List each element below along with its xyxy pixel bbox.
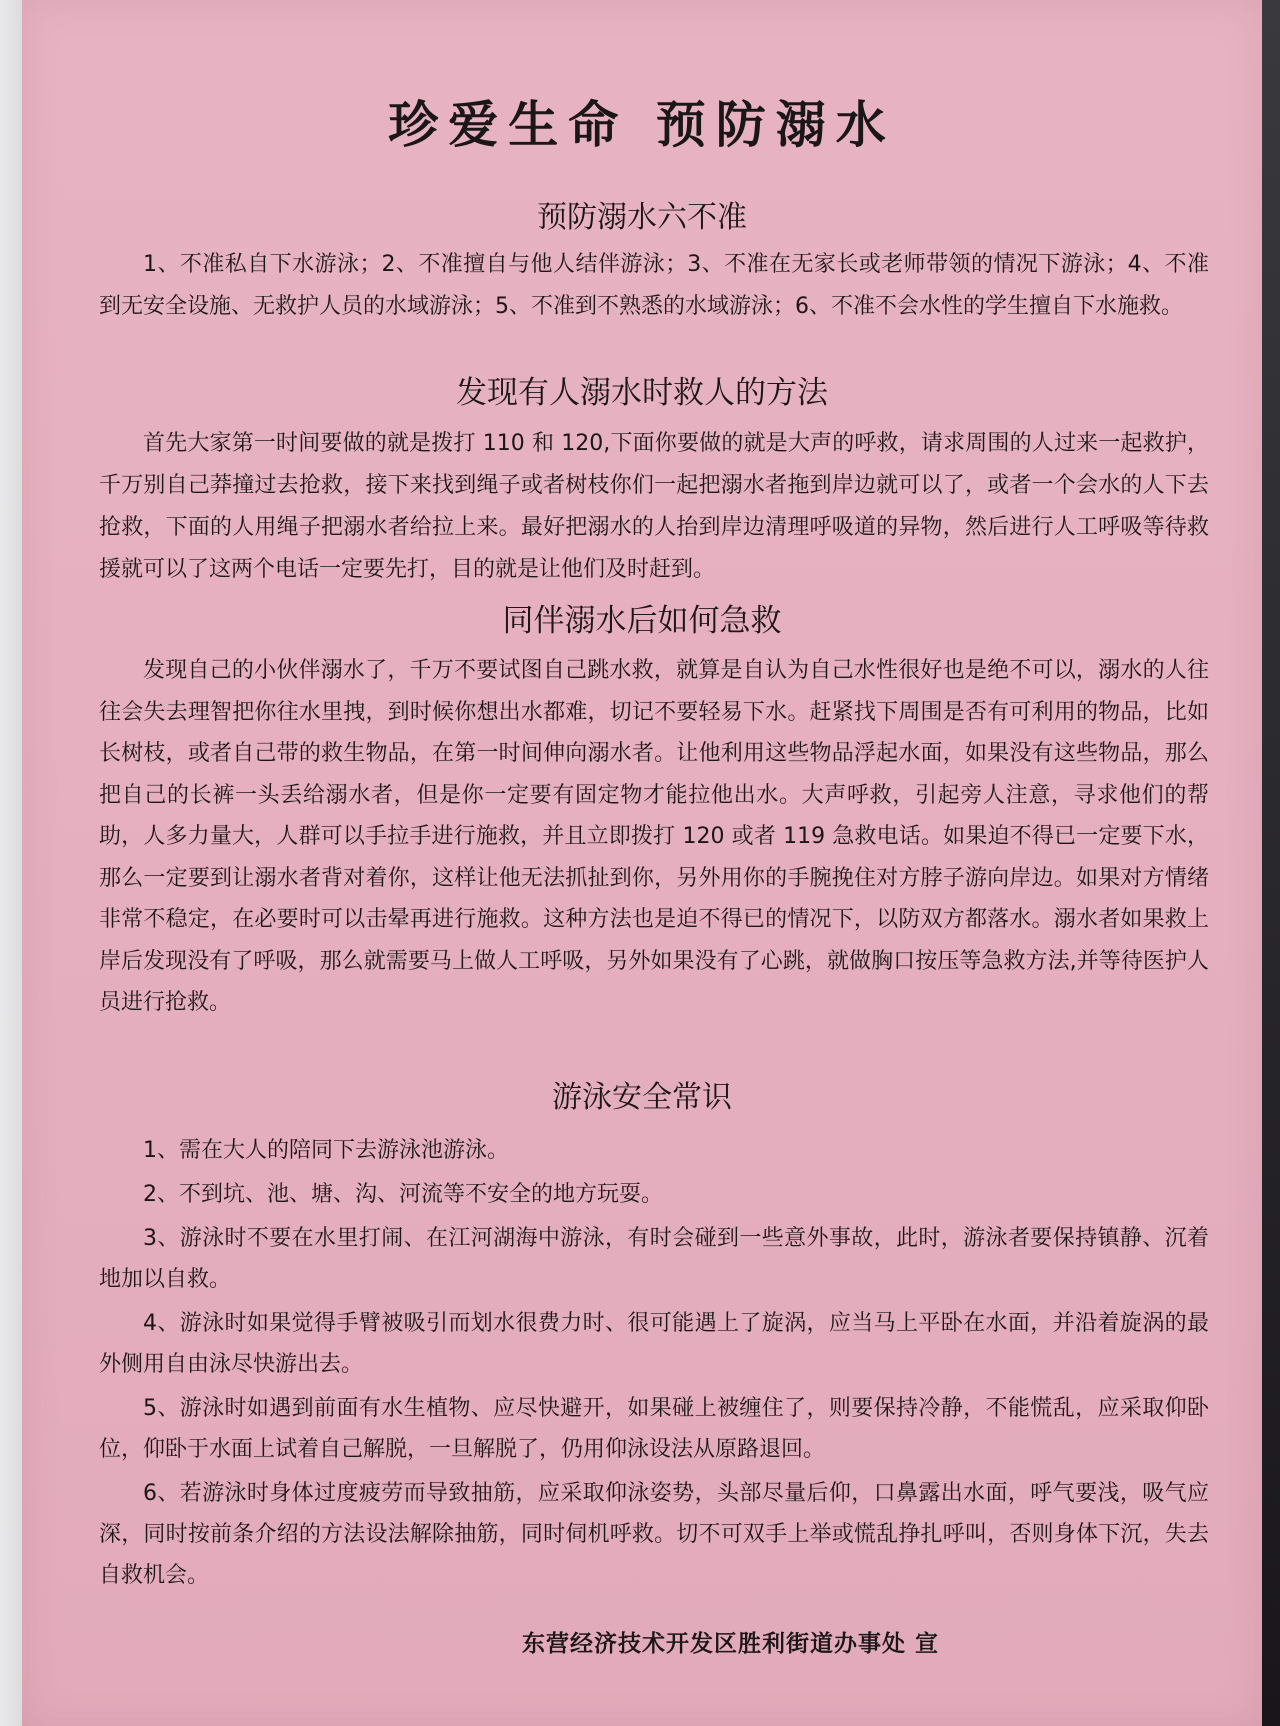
section-heading-six-prohibitions: 预防溺水六不准 <box>537 200 747 235</box>
notice-sheet <box>22 0 1262 1726</box>
section-body-companion-first-aid: 发现自己的小伙伴溺水了，千万不要试图自己跳水救，就算是自认为自己水性很好也是绝不可以，溺水的人往往会失去理智把你往水里拽，到时候你想出水都难，切记不要轻易下水。赶紧找下周围是否有可利用的物品，比如长树枝，或者自己带的救生物品，在第一时间伸向溺水者。让他利用这些物品浮起水面，如果没有这些物品，那么把自己的长裤一头丢给溺水者，但是你一定要有固定物才能拉他出水。大声呼救，引起旁人注意，寻求他们的帮助，人多力量大，人群可以手拉手进行施救，并且立即拨打 120 或者 119 急救电话。如果迫不得已一定要下水，那么一定要到让溺水者背对着你，这样让他无法抓扯到你，另外用你的手腕挽住对方脖子游向岸边。如果对方情绪非常不稳定，在必要时可以击晕再进行施救。这种方法也是迫不得已的情况下，以防双方都落水。溺水者如果救上岸后发现没有了呼吸，那么就需要马上做人工呼吸，另外如果没有了心跳，就做胸口按压等急救方法,并等待医护人员进行抢救。 <box>99 658 1209 1015</box>
list-item: 4、游泳时如果觉得手臂被吸引而划水很费力时、很可能遇上了旋涡，应当马上平卧在水面，并沿着旋涡的最外侧用自由泳尽快游出去。 <box>99 1311 1209 1377</box>
list-item: 5、游泳时如遇到前面有水生植物、应尽快避开，如果碰上被缠住了，则要保持冷静，不能慌乱，应采取仰卧位，仰卧于水面上试着自己解脱，一旦解脱了，仍用仰泳设法从原路退回。 <box>99 1396 1209 1462</box>
list-item: 6、若游泳时身体过度疲劳而导致抽筋，应采取仰泳姿势，头部尽量后仰，口鼻露出水面，呼气要浅，吸气应深，同时按前条介绍的方法设法解除抽筋，同时伺机呼救。切不可双手上举或慌乱挣扎呼叫，否则身体下沉，失去自救机会。 <box>99 1481 1209 1588</box>
list-item: 2、不到坑、池、塘、沟、河流等不安全的地方玩耍。 <box>143 1182 663 1207</box>
issuer-footer: 东营经济技术开发区胜利街道办事处 宣 <box>522 1631 940 1657</box>
section-heading-rescue-method: 发现有人溺水时救人的方法 <box>456 375 828 411</box>
list-item: 1、需在大人的陪同下去游泳池游泳。 <box>143 1138 509 1163</box>
swimming-safety-list <box>99 1130 1209 1599</box>
list-item: 3、游泳时不要在水里打闹、在江河湖海中游泳，有时会碰到一些意外事故，此时，游泳者要保持镇静、沉着地加以自救。 <box>99 1226 1209 1292</box>
section-heading-swimming-safety: 游泳安全常识 <box>552 1080 732 1115</box>
section-body-six-prohibitions: 1、不准私自下水游泳；2、不准擅自与他人结伴游泳；3、不准在无家长或老师带领的情况下游泳；4、不准到无安全设施、无救护人员的水域游泳；5、不准到不熟悉的水域游泳；6、不准不会水性的学生擅自下水施救。 <box>99 252 1209 319</box>
section-body-rescue-method: 首先大家第一时间要做的就是拨打 110 和 120,下面你要做的就是大声的呼救，请求周围的人过来一起救护，千万别自己莽撞过去抢救，接下来找到绳子或者树枝你们一起把溺水者拖到岸边就可以了，或者一个会水的人下去抢救，下面的人用绳子把溺水者给拉上来。最好把溺水的人抬到岸边清理呼吸道的异物，然后进行人工呼吸等待救援就可以了这两个电话一定要先打，目的就是让他们及时赶到。 <box>99 431 1209 582</box>
section-heading-companion-first-aid: 同伴溺水后如何急救 <box>502 603 782 639</box>
notice-title: 珍爱生命 预防溺水 <box>388 96 896 154</box>
